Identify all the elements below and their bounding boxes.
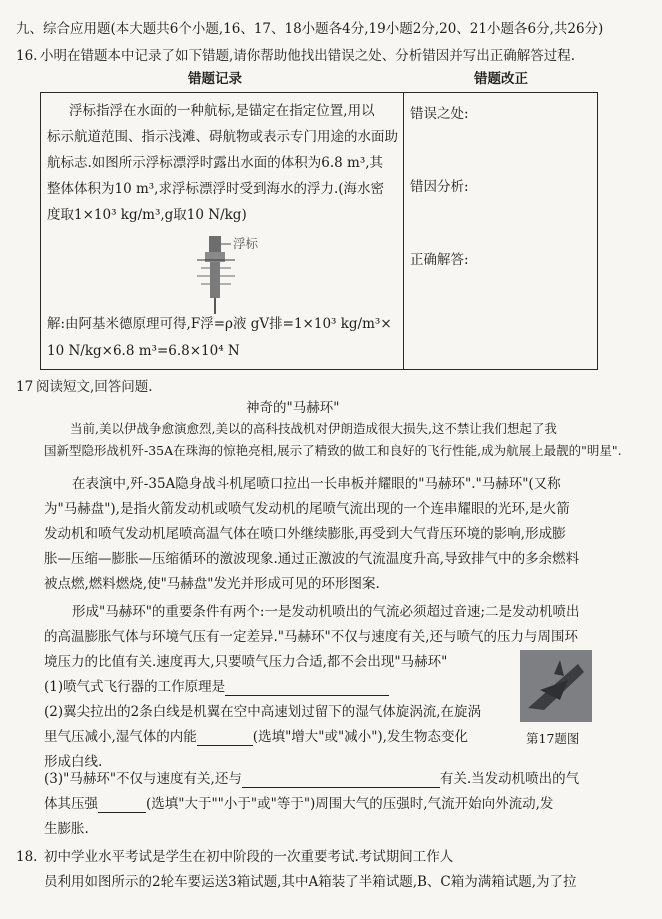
figure-17-caption: 第17题图 — [526, 731, 580, 746]
solution-line-1: 解:由阿基米德原理可得,F浮=ρ液 gV排=1×10³ kg/m³× — [47, 316, 392, 332]
problem-line: 浮标指浮在水面的一种航标,是锚定在指定位置,用以 — [69, 103, 375, 119]
paragraph-1-line: 当前,美以伊战争愈演愈烈,美以的高科技战机对伊朗造成很大损失,这不禁让我们想起了我 — [70, 421, 557, 436]
paragraph-1-line: 国新型隐形战机歼-35A在珠海的惊艳亮相,展示了精致的做工和良好的飞行性能,成为航展上最靓的"明星". — [44, 443, 622, 458]
correct-answer-label: 正确解答: — [410, 252, 469, 268]
q17-intro: 阅读短文,回答问题. — [36, 379, 153, 395]
answer-blank-4[interactable] — [98, 796, 146, 813]
jet-icon — [520, 650, 592, 722]
problem-line: 度取1×10³ kg/m³,g取10 N/kg) — [47, 207, 247, 223]
sub-question-3-line-1: (3)"马赫环"不仅与速度有关,还与 有关.当发动机喷出的气 — [44, 771, 580, 787]
error-location-label: 错误之处: — [410, 106, 469, 122]
q18-number: 18. — [16, 849, 38, 865]
answer-blank-2[interactable] — [197, 729, 253, 746]
sub-question-2-line-2: 里气压减小,湿气体的内能 (选填"增大"或"减小"),发生物态变化 — [44, 729, 468, 745]
buoy-label: 浮标 — [233, 236, 259, 251]
problem-line: 航标志.如图所示浮标漂浮时露出水面的体积为6.8 m³,其 — [47, 155, 384, 171]
sub-question-3-line-3: 生膨胀. — [44, 821, 89, 837]
sub-question-3-line-2: 体其压强 (选填"大于""小于"或"等于")周围大气的压强时,气流开始向外流动,发 — [44, 796, 554, 812]
error-record-cell — [41, 93, 404, 370]
error-correction-cell — [404, 93, 598, 370]
q17-number: 17 — [16, 379, 34, 395]
sub-question-2-line-3: 形成白线. — [44, 754, 103, 770]
paragraph-2-line: 胀—压缩—膨胀—压缩循环的激波现象.通过正激波的气流温度升高,导致排气中的多余燃料 — [44, 551, 580, 567]
q16-intro: 小明在错题本中记录了如下错题,请你帮助他找出错误之处、分析错因并写出正确解答过程. — [40, 48, 576, 64]
error-table — [40, 92, 598, 370]
paragraph-3-line: 的高温膨胀气体与环境气压有一定差异."马赫环"不仅与速度有关,还与喷气的压力与周围环 — [44, 629, 579, 645]
buoy-body — [210, 262, 220, 298]
paragraph-2-line: 发动机和喷气发动机尾喷高温气体在喷口外继续膨胀,再受到大气背压环境的影响,形成膨 — [44, 526, 566, 542]
paragraph-2-line: 为"马赫盘"),是指火箭发动机或喷气发动机的尾喷气流出现的一个连串耀眼的光环,是火箭 — [44, 501, 570, 517]
q18-line-2: 员利用如图所示的2轮车要运送3箱试题,其中A箱装了半箱试题,B、C箱为满箱试题,为了拉 — [44, 874, 577, 890]
sub-question-1: (1)喷气式飞行器的工作原理是 — [44, 678, 389, 696]
col-header-correct: 错题改正 — [474, 71, 528, 87]
section-header: 九、综合应用题(本大题共6个小题,16、17、18小题各4分,19小题2分,20、21小题各6分,共26分) — [16, 21, 604, 37]
sub-question-2-line-1: (2)翼尖拉出的2条白线是机翼在空中高速划过留下的湿气体旋涡流,在旋涡 — [44, 704, 482, 720]
paragraph-3-line: 境压力的比值有关.速度再大,只要喷气压力合适,都不会出现"马赫环" — [44, 654, 448, 670]
col-header-record: 错题记录 — [188, 71, 242, 87]
q18-line-1: 初中学业水平考试是学生在初中阶段的一次重要考试.考试期间工作人 — [44, 849, 454, 865]
error-cause-label: 错因分析: — [410, 179, 469, 195]
paragraph-2-line: 在表演中,歼-35A隐身战斗机尾喷口拉出一长串板并耀眼的"马赫环"."马赫环"(又称 — [72, 476, 561, 492]
answer-blank-1[interactable] — [225, 679, 389, 696]
paragraph-3-line: 形成"马赫环"的重要条件有两个:一是发动机喷出的气流必须超过音速;二是发动机喷出 — [72, 604, 580, 620]
q16-number: 16. — [16, 48, 38, 64]
article-title: 神奇的"马赫环" — [246, 400, 340, 416]
paragraph-2-line: 被点燃,燃料燃烧,使"马赫盘"发光并形成可见的环形图案. — [44, 576, 380, 592]
problem-line: 整体体积为10 m³,求浮标漂浮时受到海水的浮力.(海水密 — [47, 181, 385, 197]
solution-line-2: 10 N/kg×6.8 m³=6.8×10⁴ N — [47, 343, 240, 359]
answer-blank-3[interactable] — [242, 771, 440, 788]
fighter-jet-photo — [520, 650, 592, 722]
problem-line: 标示航道范围、指示浅滩、碍航物或表示专门用途的水面助 — [47, 129, 398, 145]
